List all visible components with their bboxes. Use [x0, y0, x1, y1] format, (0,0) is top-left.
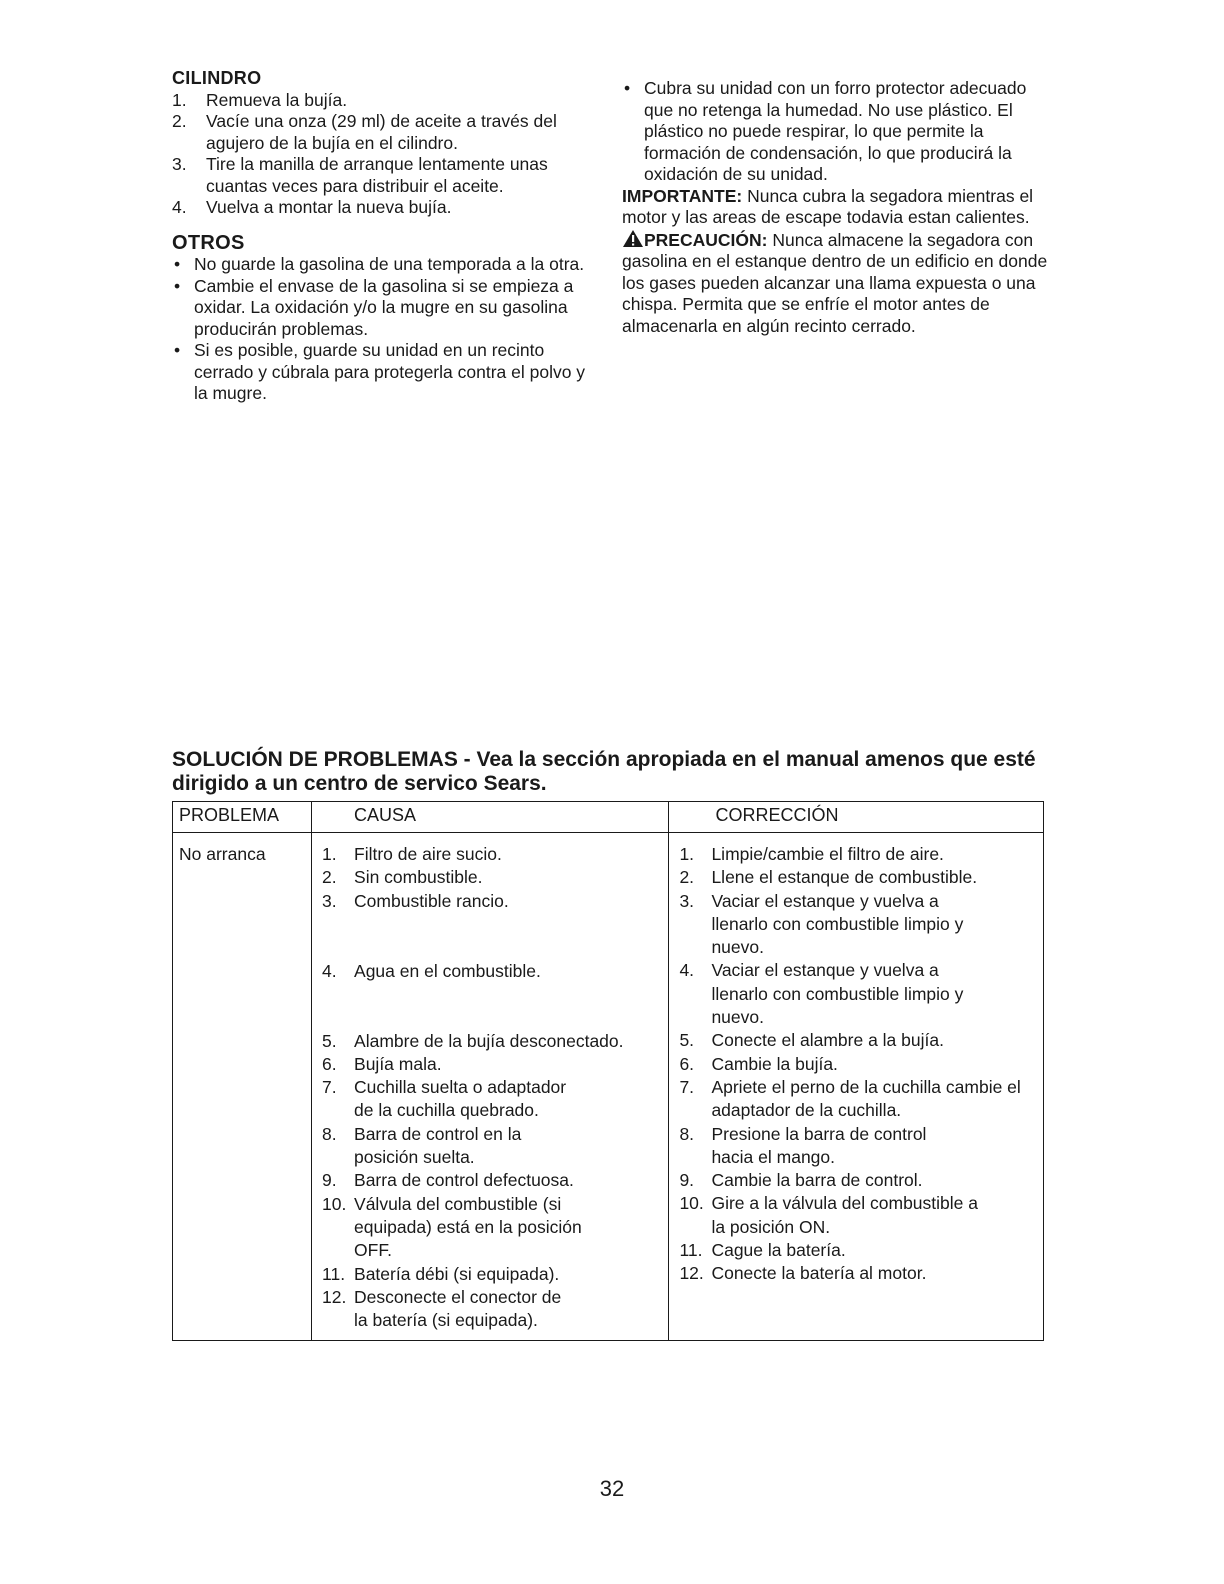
precaucion-label: PRECAUCIÓN: — [644, 229, 768, 250]
list-item: • Cubra su unidad con un forro protector adecuado que no retenga la humedad. No use plástico. El plástico no puede respirar, lo que permite la formación de condensación, lo que producirá la oxidación de su unidad. — [624, 78, 1027, 184]
correction-item: 9. Cambie la barra de control. — [679, 1170, 923, 1191]
cause-item: 12. Desconecte el conector de la batería (si equipada). — [322, 1286, 562, 1331]
importante-note: IMPORTANTE: Nunca cubra la segadora mientras el motor y las areas de escape todavia estan calientes. — [622, 185, 1034, 227]
cause-item: 1. Filtro de aire sucio. — [322, 844, 502, 864]
otros-list — [172, 254, 602, 405]
list-item: 3. Tire la manilla de arranque lentamente unas cuantas veces para distribuir el aceite. — [172, 154, 548, 196]
correction-item: 8. Presione la barra de control hacia el mango. — [679, 1123, 927, 1167]
warning-triangle-icon — [622, 229, 644, 248]
list-item: 1. Remueva la bujía. — [172, 89, 348, 110]
corrections-cell — [669, 833, 1044, 1341]
header-correccion: CORRECCIÓN — [669, 802, 1044, 833]
header-causa: CAUSA — [312, 802, 669, 833]
troubleshooting-title: SOLUCIÓN DE PROBLEMAS - Vea la sección apropiada en el manual amenos que esté dirigido a un centro de servico Sears. — [172, 748, 1036, 795]
correction-item: 11. Cague la batería. — [679, 1240, 846, 1261]
list-item: • No guarde la gasolina de una temporada a la otra. — [174, 254, 585, 274]
cause-item: 4. Agua en el combustible. — [322, 960, 541, 981]
cause-item: 9. Barra de control defectuosa. — [322, 1170, 574, 1191]
correction-item: 7. Apriete el perno de la cuchilla cambie el adaptador de la cuchilla. — [679, 1076, 1021, 1121]
list-item: • Cambie el envase de la gasolina si se empieza a oxidar. La oxidación y/o la mugre en su gasolina producirán problemas. — [174, 275, 574, 339]
page-number: 32 — [599, 1476, 625, 1501]
correction-item: 12. Conecte la batería al motor. — [679, 1263, 927, 1284]
correction-item: 4. Vaciar el estanque y vuelva a llenarlo con combustible limpio y nuevo. — [679, 960, 964, 1028]
correction-item: 1. Limpie/cambie el filtro de aire. — [679, 844, 944, 864]
cause-item: 5. Alambre de la bujía desconectado. — [322, 1030, 624, 1051]
otros-list-continued — [622, 78, 1052, 186]
cause-item: 8. Barra de control en la posición suelta. — [322, 1123, 522, 1168]
correction-item: 2. Llene el estanque de combustible. — [679, 867, 978, 888]
cilindro-list — [172, 90, 602, 219]
cause-item: 6. Bujía mala. — [322, 1053, 442, 1074]
cilindro-heading: CILINDRO — [172, 68, 262, 88]
table-row — [173, 833, 1044, 1341]
header-problema: PROBLEMA — [173, 802, 312, 833]
problem-cell: No arranca — [173, 833, 312, 1341]
cause-item: 3. Combustible rancio. — [322, 890, 509, 911]
cause-item: 10. Válvula del combustible (si equipada) está en la posición OFF. — [322, 1193, 582, 1261]
correction-item: 10. Gire a la válvula del combustible a la posición ON. — [679, 1193, 978, 1237]
right-column — [622, 78, 1052, 337]
list-item: • Si es posible, guarde su unidad en un recinto cerrado y cúbrala para protegerla contra el polvo y la mugre. — [174, 340, 586, 403]
causes-cell — [312, 833, 669, 1341]
list-item: 4. Vuelva a montar la nueva bujía. — [172, 197, 452, 217]
troubleshooting-table — [172, 801, 1044, 1341]
precaucion-note: PRECAUCIÓN: Nunca almacene la segadora con gasolina en el estanque dentro de un edificio en donde los gases pueden alcanzar una llama expuesta o una chispa. Permita que se enfríe el motor antes de almacenarla en algún recinto cerrado. — [622, 229, 1048, 336]
cause-item: 2. Sin combustible. — [322, 867, 483, 888]
cause-item: 11. Batería débi (si equipada). — [322, 1263, 560, 1284]
correction-item: 3. Vaciar el estanque y vuelva a llenarlo con combustible limpio y nuevo. — [679, 890, 964, 958]
importante-label: IMPORTANTE: — [622, 185, 743, 206]
left-column — [172, 68, 602, 405]
correction-item: 6. Cambie la bujía. — [679, 1053, 838, 1074]
otros-heading: OTROS — [172, 231, 245, 254]
list-item: 2. Vacíe una onza (29 ml) de aceite a través del agujero de la bujía en el cilindro. — [172, 111, 557, 153]
table-header-row — [173, 802, 1044, 833]
cause-item: 7. Cuchilla suelta o adaptador de la cuchilla quebrado. — [322, 1077, 567, 1121]
correction-item: 5. Conecte el alambre a la bujía. — [679, 1030, 944, 1051]
